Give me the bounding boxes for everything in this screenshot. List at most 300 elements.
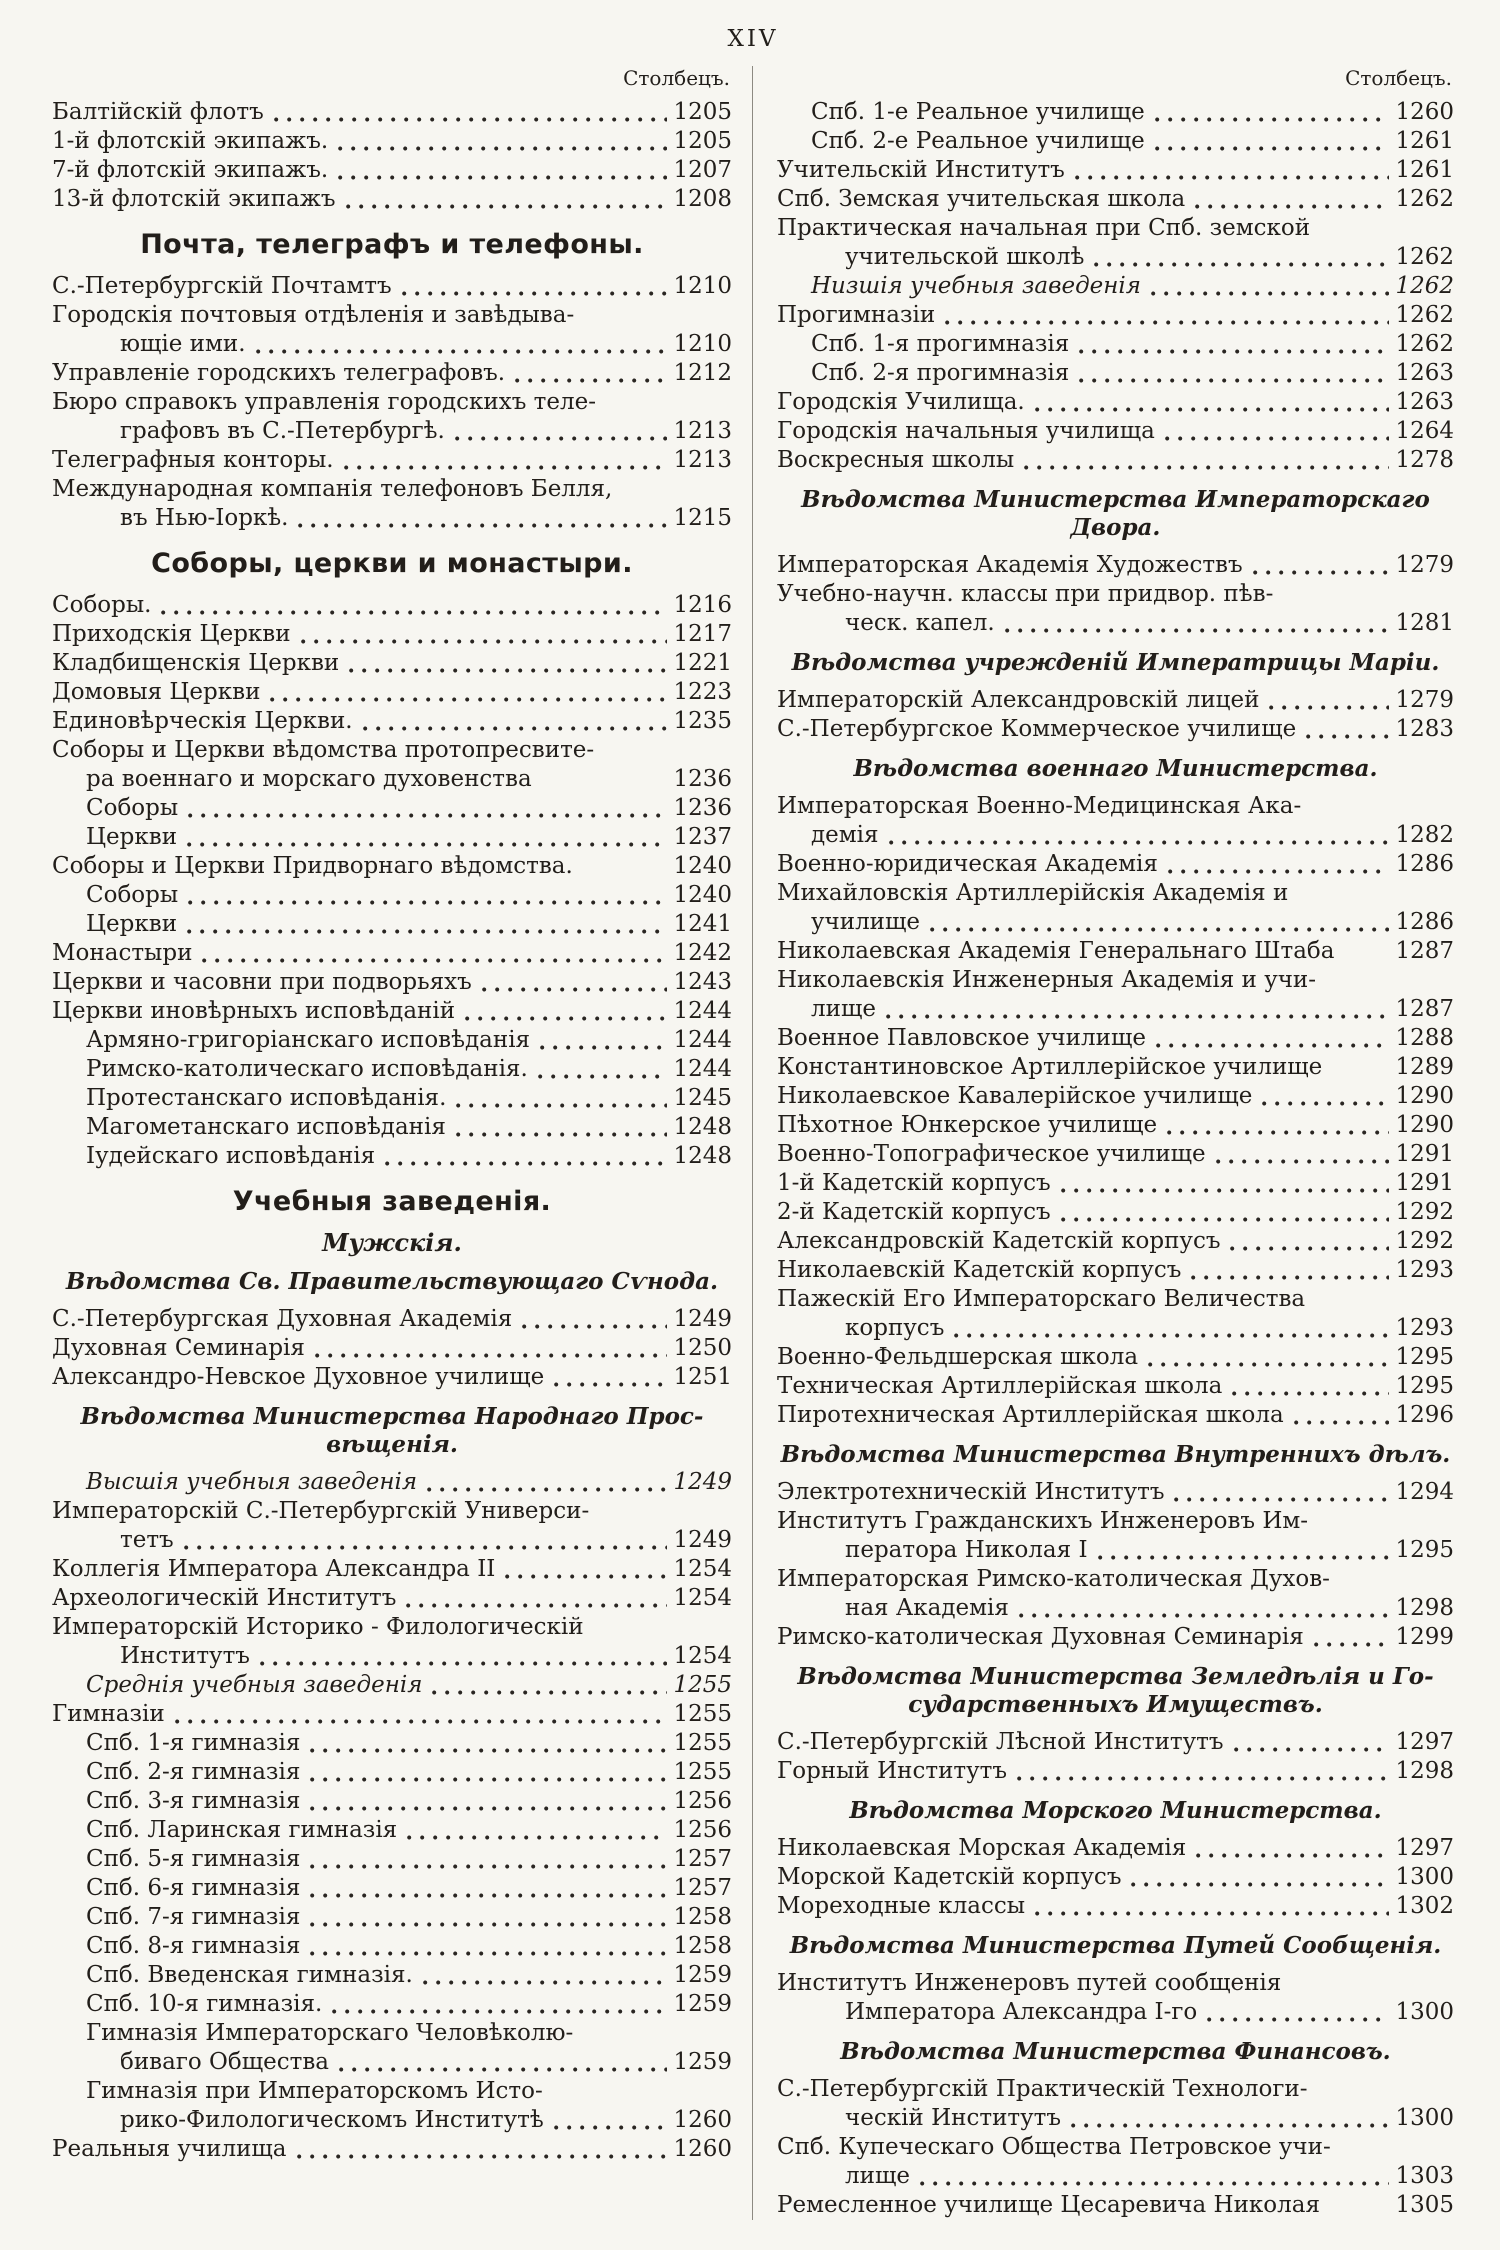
toc-entry — [52, 1055, 732, 1084]
ministry-heading — [777, 1797, 1454, 1825]
entry-text: Протестанскаго исповѣданія. — [86, 1085, 447, 1111]
dot-leader — [1035, 1910, 1389, 1917]
section-heading: Почта, телеграфъ и телефоны. — [140, 229, 644, 260]
entry-page-number: 1208 — [673, 186, 732, 212]
entry-page-number: 1254 — [673, 1643, 732, 1669]
entry-page-number: 1290 — [1395, 1112, 1454, 1138]
entry-text: Пажескій Его Императорскаго Величества — [777, 1286, 1306, 1312]
ministry-heading-line: Двора. — [1070, 514, 1161, 541]
dot-leader — [1314, 1641, 1390, 1648]
entry-page-number: 1244 — [673, 1056, 732, 1082]
entry-text: Спб. 1-я гимназія — [86, 1730, 301, 1756]
entry-page-number: 1300 — [1395, 2105, 1454, 2131]
entry-page-number: 1254 — [673, 1585, 732, 1611]
toc-entry — [52, 707, 732, 736]
entry-page-number: 1305 — [1395, 2192, 1454, 2218]
dot-leader — [1148, 1361, 1389, 1368]
entry-text: С.-Петербургское Коммерческое училище — [777, 716, 1297, 742]
toc-entry — [777, 98, 1454, 127]
dot-leader — [1269, 704, 1389, 711]
dot-leader — [465, 1015, 667, 1022]
toc-entry — [52, 1526, 732, 1555]
entry-text: Спб. Ларинская гимназія — [86, 1817, 398, 1843]
entry-text: С.-Петербургская Духовная Академія — [52, 1306, 513, 1332]
entry-text: Спб. Купеческаго Общества Петровское учи- — [777, 2134, 1331, 2160]
dot-leader — [1061, 1216, 1390, 1223]
entry-text: Римско-католическая Духовная Семинарія — [777, 1624, 1304, 1650]
dot-leader — [407, 1834, 667, 1841]
dot-leader — [175, 1718, 668, 1725]
dot-leader — [188, 899, 667, 906]
entry-text: Императорскій С.-Петербургскій Универси- — [52, 1498, 590, 1524]
toc-entry — [52, 1026, 732, 1055]
entry-page-number: 1215 — [673, 505, 732, 531]
toc-entry-continuation — [52, 1497, 732, 1526]
entry-page-number: 1295 — [1395, 1373, 1454, 1399]
entry-page-number: 1286 — [1395, 909, 1454, 935]
dot-leader — [1155, 145, 1390, 152]
entry-page-number: 1259 — [673, 2049, 732, 2075]
entry-page-number: 1244 — [673, 998, 732, 1024]
toc-entry — [52, 359, 732, 388]
ministry-heading-line: вѣщенія. — [326, 1431, 458, 1458]
ministry-heading-line: Вѣдомства Министерства Финансовъ. — [840, 2038, 1391, 2065]
entry-page-number: 1205 — [673, 99, 732, 125]
entry-text: Николаевская Морская Академія — [777, 1835, 1187, 1861]
toc-entry — [777, 1198, 1454, 1227]
dot-leader — [1005, 627, 1390, 634]
entry-page-number: 1281 — [1395, 610, 1454, 636]
entry-page-number: 1303 — [1395, 2163, 1454, 2189]
toc-entry — [52, 330, 732, 359]
toc-entry — [777, 417, 1454, 446]
toc-entry-continuation — [52, 1613, 732, 1642]
dot-leader — [1306, 733, 1389, 740]
dot-leader — [1167, 1129, 1389, 1136]
entry-page-number: 1264 — [1395, 418, 1454, 444]
toc-entry — [52, 678, 732, 707]
entry-text: въ Нью-Іоркѣ. — [120, 505, 289, 531]
toc-entry — [52, 1305, 732, 1334]
entry-text: Магометанскаго исповѣданія — [86, 1114, 446, 1140]
left-column — [52, 66, 753, 2220]
dot-leader — [346, 203, 668, 210]
toc-entry — [52, 1990, 732, 2019]
entry-page-number: 1278 — [1395, 447, 1454, 473]
toc-entry — [52, 98, 732, 127]
dot-leader — [385, 1160, 667, 1167]
dot-leader — [954, 1332, 1389, 1339]
dot-leader — [920, 2180, 1390, 2187]
dot-leader — [256, 348, 668, 355]
dot-leader — [542, 783, 668, 790]
entry-text: Николаевская Академія Генеральнаго Штаба — [777, 938, 1335, 964]
toc-entry — [777, 127, 1454, 156]
dot-leader — [1019, 1612, 1390, 1619]
toc-entry — [52, 1845, 732, 1874]
toc-entry — [777, 1892, 1454, 1921]
toc-entry — [777, 1053, 1454, 1082]
entry-page-number: 1288 — [1395, 1025, 1454, 1051]
dot-leader — [456, 1131, 668, 1138]
dot-leader — [1330, 2209, 1389, 2216]
dot-leader — [1174, 1496, 1389, 1503]
toc-entry — [52, 1961, 732, 1990]
entry-page-number: 1241 — [673, 911, 732, 937]
toc-entry — [777, 2191, 1454, 2220]
entry-page-number: 1282 — [1395, 822, 1454, 848]
entry-page-number: 1279 — [1395, 687, 1454, 713]
ministry-heading — [777, 2038, 1454, 2066]
entry-page-number: 1287 — [1395, 938, 1454, 964]
entry-text: 7-й флотскій экипажъ. — [52, 157, 329, 183]
toc-entry-continuation — [777, 1565, 1454, 1594]
entry-page-number: 1283 — [1395, 716, 1454, 742]
toc-entry — [777, 1024, 1454, 1053]
toc-entry — [777, 937, 1454, 966]
entry-page-number: 1236 — [673, 795, 732, 821]
entry-text: Іудейскаго исповѣданія — [86, 1143, 376, 1169]
dot-leader — [406, 1602, 667, 1609]
toc-entry — [777, 1623, 1454, 1652]
toc-entry — [52, 185, 732, 214]
toc-entry — [52, 1555, 732, 1584]
toc-entry — [777, 2162, 1454, 2191]
toc-entry — [52, 1816, 732, 1845]
entry-text: Археологическій Институтъ — [52, 1585, 397, 1611]
entry-page-number: 1298 — [1395, 1758, 1454, 1784]
dot-leader — [1024, 464, 1389, 471]
ministry-heading — [777, 486, 1454, 542]
entry-text: Управленіе городскихъ телеграфовъ. — [52, 360, 506, 386]
toc-entry-continuation — [777, 879, 1454, 908]
toc-entry — [777, 1372, 1454, 1401]
dot-leader — [538, 1073, 668, 1080]
toc-entry-continuation — [777, 1507, 1454, 1536]
entry-text: 13-й флотскій экипажъ — [52, 186, 336, 212]
entry-text: Балтійскій флотъ — [52, 99, 264, 125]
dot-leader — [554, 2124, 668, 2131]
entry-text: Спб. 3-я гимназія — [86, 1788, 301, 1814]
toc-entry-continuation — [52, 475, 732, 504]
entry-text: Бюро справокъ управленія городскихъ теле- — [52, 389, 597, 415]
toc-entry — [777, 821, 1454, 850]
entry-text: лище — [845, 2163, 910, 2189]
entry-page-number: 1296 — [1395, 1402, 1454, 1428]
dot-leader — [187, 928, 667, 935]
entry-text: ющіе ими. — [120, 331, 246, 357]
dot-leader — [1216, 1158, 1390, 1165]
entry-text: Ремесленное училище Цесаревича Николая — [777, 2192, 1320, 2218]
entry-page-number: 1300 — [1395, 1999, 1454, 2025]
entry-page-number: 1287 — [1395, 996, 1454, 1022]
toc-entry — [52, 649, 732, 678]
toc-entry — [52, 127, 732, 156]
dot-leader — [188, 812, 667, 819]
toc-entry — [52, 1787, 732, 1816]
entry-page-number: 1294 — [1395, 1479, 1454, 1505]
entry-page-number: 1210 — [673, 331, 732, 357]
toc-entry — [52, 1142, 732, 1171]
dot-leader — [363, 725, 668, 732]
entry-page-number: 1245 — [673, 1085, 732, 1111]
toc-entry — [52, 1758, 732, 1787]
dot-leader — [1262, 1100, 1389, 1107]
entry-text: Институтъ — [120, 1643, 250, 1669]
entry-page-number: 1244 — [673, 1027, 732, 1053]
entry-text: Армяно-григоріанскаго исповѣданія — [86, 1027, 531, 1053]
entry-page-number: 1235 — [673, 708, 732, 734]
entry-text: корпусъ — [845, 1315, 945, 1341]
dot-leader — [945, 319, 1389, 326]
entry-page-number: 1261 — [1395, 157, 1454, 183]
entry-page-number: 1297 — [1395, 1729, 1454, 1755]
entry-text: Учительскій Институтъ — [777, 157, 1065, 183]
entry-text: Единовѣрческія Церкви. — [52, 708, 353, 734]
entry-text: 1-й флотскій экипажъ. — [52, 128, 329, 154]
dot-leader — [187, 841, 667, 848]
entry-text: Михайловскія Артиллерійскія Академія и — [777, 880, 1289, 906]
entry-text: графовъ въ С.-Петербургѣ. — [120, 418, 445, 444]
ministry-heading — [777, 1663, 1454, 1719]
dot-leader — [310, 1921, 667, 1928]
entry-text: Городскія начальныя училища — [777, 418, 1155, 444]
dot-leader — [1191, 1274, 1389, 1281]
entry-page-number: 1300 — [1395, 1864, 1454, 1890]
dot-leader — [515, 377, 667, 384]
entry-page-number: 1259 — [673, 1991, 732, 2017]
dot-leader — [1155, 116, 1390, 123]
dot-leader — [1332, 1071, 1389, 1078]
entry-page-number: 1249 — [673, 1527, 732, 1553]
left-column-body — [52, 98, 732, 2164]
entry-text: Императорскій Александровскій лицей — [777, 687, 1260, 713]
entry-text: Военно-юридическая Академія — [777, 851, 1158, 877]
entry-page-number: 1236 — [673, 766, 732, 792]
entry-page-number: 1248 — [673, 1114, 732, 1140]
entry-text: Приходскія Церкви — [52, 621, 291, 647]
dot-leader — [338, 174, 667, 181]
toc-entry — [52, 997, 732, 1026]
entry-text: лище — [811, 996, 876, 1022]
toc-entry — [777, 1082, 1454, 1111]
entry-text: Учебно-научн. классы при придвор. пѣв- — [777, 581, 1274, 607]
entry-page-number: 1286 — [1395, 851, 1454, 877]
entry-page-number: 1237 — [673, 824, 732, 850]
entry-text: Коллегія Императора Александра II — [52, 1556, 496, 1582]
entry-text: Спб. 2-я гимназія — [86, 1759, 301, 1785]
toc-entry-continuation — [52, 736, 732, 765]
toc-entry — [52, 272, 732, 301]
entry-text: С.-Петербургскій Практическій Технологи- — [777, 2076, 1308, 2102]
entry-page-number: 1242 — [673, 940, 732, 966]
entry-text: Электротехническій Институтъ — [777, 1479, 1165, 1505]
dot-leader — [1131, 1881, 1389, 1888]
toc-entry — [777, 1863, 1454, 1892]
dot-leader — [297, 2153, 668, 2160]
entry-text: учительской школѣ — [845, 244, 1085, 270]
dot-leader — [583, 870, 668, 877]
toc-entry — [52, 881, 732, 910]
entry-text: Городскія почтовыя отдѣленія и завѣдыва- — [52, 302, 575, 328]
entry-text: Среднія учебныя заведенія — [86, 1672, 423, 1698]
entry-text: Спб. 7-я гимназія — [86, 1904, 301, 1930]
toc-entry-continuation — [777, 792, 1454, 821]
entry-text: Телеграфныя конторы. — [52, 447, 334, 473]
toc-entry — [777, 1140, 1454, 1169]
dot-leader — [349, 667, 667, 674]
dot-leader — [310, 1747, 667, 1754]
toc-entry — [52, 156, 732, 185]
entry-text: Гимназіи — [52, 1701, 165, 1727]
entry-page-number: 1291 — [1395, 1170, 1454, 1196]
toc-entry — [52, 1671, 732, 1700]
entry-text: Соборы и Церкви вѣдомства протопресвите- — [52, 737, 595, 763]
dot-leader — [1165, 435, 1390, 442]
entry-page-number: 1251 — [673, 1364, 732, 1390]
dot-leader — [1061, 1187, 1390, 1194]
toc-entry — [52, 823, 732, 852]
entry-text: Императора Александра I-го — [845, 1999, 1198, 2025]
dot-leader — [930, 926, 1389, 933]
entry-text: ная Академія — [845, 1595, 1009, 1621]
entry-page-number: 1254 — [673, 1556, 732, 1582]
toc-entry — [777, 686, 1454, 715]
entry-page-number: 1262 — [1395, 302, 1454, 328]
entry-text: Монастыри — [52, 940, 193, 966]
dot-leader — [1234, 1746, 1390, 1753]
entry-text: Императорская Римско-католическая Духов- — [777, 1566, 1330, 1592]
entry-page-number: 1295 — [1395, 1344, 1454, 1370]
entry-text: Воскресныя школы — [777, 447, 1015, 473]
toc-entry-continuation — [52, 301, 732, 330]
toc-entry — [777, 388, 1454, 417]
entry-page-number: 1210 — [673, 273, 732, 299]
column-header-right: Столбецъ. — [1345, 66, 1452, 90]
dot-leader — [339, 2066, 667, 2073]
dot-leader — [1035, 406, 1390, 413]
entry-page-number: 1262 — [1395, 273, 1454, 299]
ministry-heading — [777, 649, 1454, 677]
entry-page-number: 1249 — [673, 1306, 732, 1332]
dot-leader — [432, 1689, 667, 1696]
entry-text: Спб. 6-я гимназія — [86, 1875, 301, 1901]
entry-text: Спб. Земская учительская школа — [777, 186, 1186, 212]
entry-text: Соборы и Церкви Придворнаго вѣдомства. — [52, 853, 573, 879]
column-header-left: Столбецъ. — [623, 66, 730, 90]
entry-page-number: 1243 — [673, 969, 732, 995]
dot-leader — [1253, 569, 1390, 576]
dot-leader — [505, 1573, 667, 1580]
entry-text: Пѣхотное Юнкерское училище — [777, 1112, 1158, 1138]
entry-page-number: 1205 — [673, 128, 732, 154]
toc-entry-continuation — [777, 1969, 1454, 1998]
ministry-heading — [777, 755, 1454, 783]
entry-page-number: 1261 — [1395, 128, 1454, 154]
entry-page-number: 1255 — [673, 1730, 732, 1756]
entry-text: Институтъ Инженеровъ путей сообщенія — [777, 1970, 1282, 1996]
entry-text: Императорская Военно-Медицинская Ака- — [777, 793, 1302, 819]
entry-page-number: 1291 — [1395, 1141, 1454, 1167]
entry-text: С.-Петербургскій Лѣсной Институтъ — [777, 1729, 1224, 1755]
entry-text: Николаевскій Кадетскій корпусъ — [777, 1257, 1182, 1283]
toc-entry — [777, 1998, 1454, 2027]
dot-leader — [522, 1323, 667, 1330]
entry-page-number: 1216 — [673, 592, 732, 618]
entry-page-number: 1223 — [673, 679, 732, 705]
dot-leader — [886, 1013, 1390, 1020]
entry-page-number: 1302 — [1395, 1893, 1454, 1919]
entry-text: Константиновское Артиллерійское училище — [777, 1054, 1323, 1080]
toc-entry — [777, 908, 1454, 937]
entry-page-number: 1289 — [1395, 1054, 1454, 1080]
entry-text: Гимназія при Императорскомъ Исто- — [86, 2078, 543, 2104]
entry-text: биваго Общества — [120, 2049, 330, 2075]
dot-leader — [1098, 1554, 1390, 1561]
toc-entry — [52, 1084, 732, 1113]
entry-text: училище — [811, 909, 921, 935]
entry-text: Военно-Топографическое училище — [777, 1141, 1206, 1167]
dot-leader — [482, 986, 668, 993]
entry-text: Домовыя Церкви — [52, 679, 261, 705]
entry-page-number: 1212 — [673, 360, 732, 386]
entry-page-number: 1260 — [673, 2107, 732, 2133]
toc-entry — [777, 609, 1454, 638]
toc-entry — [52, 417, 732, 446]
toc-entry — [52, 1700, 732, 1729]
entry-text: Техническая Артиллерійская школа — [777, 1373, 1223, 1399]
entry-text: Соборы — [86, 795, 179, 821]
entry-text: ческій Институтъ — [845, 2105, 1062, 2131]
entry-page-number: 1207 — [673, 157, 732, 183]
ministry-heading-line: Вѣдомства Св. Правительствующаго Сѵнода. — [65, 1268, 719, 1295]
ministry-heading-line: Вѣдомства Министерства Народнаго Прос- — [80, 1403, 704, 1430]
toc-entry-continuation — [777, 214, 1454, 243]
entry-page-number: 1256 — [673, 1817, 732, 1843]
toc-entry — [777, 359, 1454, 388]
toc-entry — [777, 1343, 1454, 1372]
dot-leader — [344, 464, 668, 471]
dot-leader — [540, 1044, 667, 1051]
entry-text: Спб. 10-я гимназія. — [86, 1991, 323, 2017]
toc-entry — [777, 243, 1454, 272]
toc-entry — [777, 1314, 1454, 1343]
toc-entry — [777, 185, 1454, 214]
toc-entry — [52, 2106, 732, 2135]
entry-text: Императорскій Историко - Филологическій — [52, 1614, 584, 1640]
toc-entry — [52, 1334, 732, 1363]
dot-leader — [889, 839, 1390, 846]
entry-text: Александро-Невское Духовное училище — [52, 1364, 545, 1390]
entry-text: Пиротехническая Артиллерійская школа — [777, 1402, 1284, 1428]
entry-text: Церкви — [86, 824, 178, 850]
dot-leader — [310, 1950, 667, 1957]
toc-entry — [52, 620, 732, 649]
entry-text: Спб. 5-я гимназія — [86, 1846, 301, 1872]
dot-leader — [1196, 1852, 1389, 1859]
entry-text: Соборы — [86, 882, 179, 908]
dot-leader — [315, 1352, 668, 1359]
toc-entry — [52, 1113, 732, 1142]
entry-page-number: 1257 — [673, 1875, 732, 1901]
dot-leader — [456, 1102, 667, 1109]
toc-entry-continuation — [777, 2075, 1454, 2104]
entry-page-number: 1262 — [1395, 244, 1454, 270]
entry-page-number: 1258 — [673, 1904, 732, 1930]
entry-text: Николаевское Кавалерійское училище — [777, 1083, 1253, 1109]
toc-entry — [777, 1834, 1454, 1863]
toc-entry — [52, 2048, 732, 2077]
